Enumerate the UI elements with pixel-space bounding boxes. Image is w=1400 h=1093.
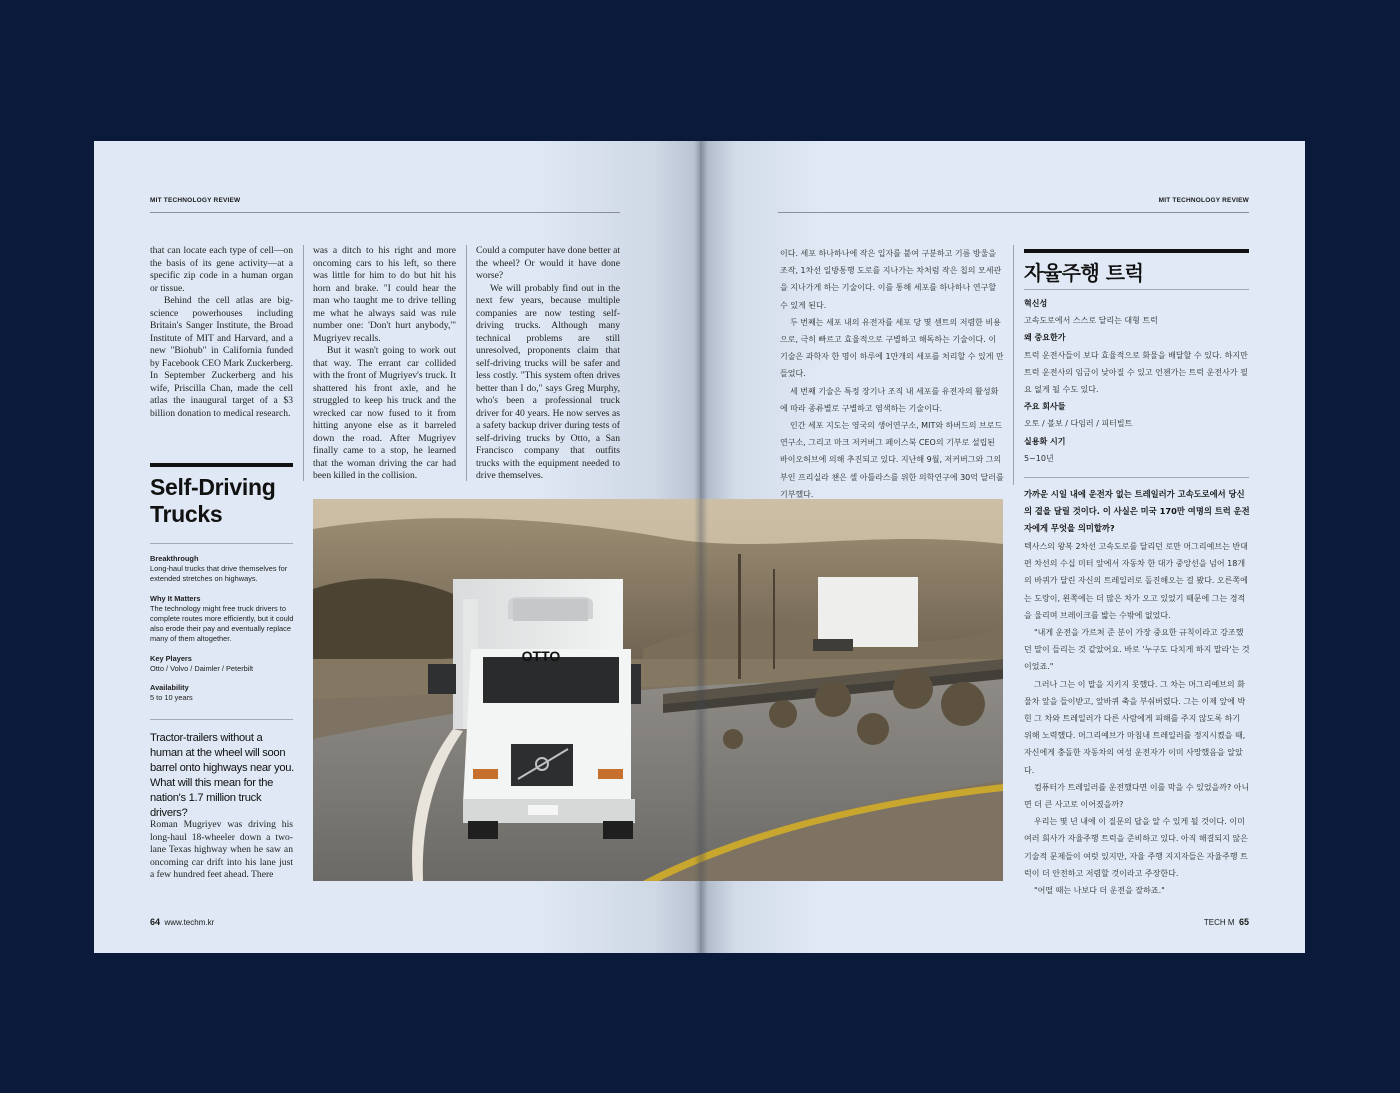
column-rule <box>303 245 304 481</box>
paragraph: was a ditch to his right and more oncoming cars to his left, so there was little for him to do but hit his horn and brake. "I could hear the man who taught me to drive telling me what he always said was rule number one: 'Don't hurt anybody,'" Mugriyev recalls. <box>313 245 456 344</box>
magazine-spread <box>94 141 1305 953</box>
body-column-2 <box>313 245 456 483</box>
fact-text: Otto / Volvo / Daimler / Peterbilt <box>150 663 254 673</box>
body-column-1 <box>150 245 293 420</box>
paragraph: 컴퓨터가 트레일러를 운전했다면 이를 막을 수 있었을까? 아니면 더 큰 사고로 이어졌을까? <box>1024 782 1250 810</box>
paragraph: that can locate each type of cell—on the basis of its gene activity—at a specific zip code in a human organ or tissue. <box>150 245 293 294</box>
fact-label: Availability <box>150 683 189 693</box>
paragraph: We will probably find out in the next few years, because multiple companies are now testing self-driving trucks. Although many technical problems are still unresolved, proponents claim that self-driving trucks will be safer and less costly. "This system often drives better than I do," says Greg Murphy, who's been a professional truck driver for 40 years. He now serves as a safety backup driver during tests of self-driving trucks by Otto, a San Francisco company that outfits trucks with the equipment needed to drive themselves. <box>476 282 620 481</box>
paragraph: Could a computer have done better at the wheel? Or would it have done worse? <box>476 245 620 281</box>
article-title <box>150 474 300 528</box>
paragraph: 인간 세포 지도는 영국의 생어연구소, MIT와 하버드의 브로드 연구소, 그리고 마크 저커버그 페이스북 CEO의 기부로 설립된 바이오허브에 의해 추진되고 있다. 지난해 9월, 저커버그와 그의 부인 프리실라 챈은 셀 아틀라스를 위한 의학연구에 30억 달러를 기부했다. <box>780 421 1004 499</box>
facts-rule-ko <box>1024 477 1249 478</box>
header-rule-left <box>150 212 620 213</box>
title-rule-ko <box>1024 289 1249 290</box>
paragraph: 그러나 그는 이 말을 지키지 못했다. 그 차는 머그리예브의 화물차 앞을 들이받고, 앞바퀴 축을 부숴버렸다. 그는 이제 앞에 박힌 그 차와 트레일러가 다른 사람에게 피해를 주지 않도록 하기 위해 노력했다. 머그리예브가 마침내 트레일러를 정지시켰을 때, 자신에게 충돌한 자동차의 여성 운전자가 이미 사망했음을 알았다. <box>1024 679 1246 775</box>
body-column-3 <box>476 245 620 483</box>
paragraph: 우리는 몇 년 내에 이 질문의 답을 알 수 있게 될 것이다. 이미 여러 회사가 자율주행 트럭을 준비하고 있다. 아직 해결되지 않은 기술적 문제들이 여럿 있지만, 자율 주행 지지자들은 자율주행 트럭이 더 안전하고 저렴할 것이라고 주장한다. <box>1024 817 1248 878</box>
fact-text: 5 to 10 years <box>150 693 193 703</box>
paragraph: 세 번째 기술은 특정 장기나 조직 내 세포를 유전자의 활성화에 따라 종류별로 구별하고 염색하는 기술이다. <box>780 386 999 413</box>
page-number: 64 <box>150 917 161 927</box>
fact-label: 실용화 시기 <box>1024 436 1066 446</box>
key-facts <box>150 554 298 703</box>
title-bar-ko <box>1024 249 1249 253</box>
fact-label: 왜 중요한가 <box>1024 333 1066 343</box>
fact-text: 5~10년 <box>1024 453 1054 463</box>
korean-body-column-2 <box>1024 538 1250 899</box>
column-rule <box>466 245 467 481</box>
paragraph: 두 번째는 세포 내의 유전자를 세포 당 몇 센트의 저렴한 비용으로, 극히 빠르고 효율적으로 구별하고 해독하는 기술이다. 이 기술은 과학자 한 명이 하루에 1만개의 세포를 처리할 수 있게 만들었다. <box>780 317 1004 379</box>
site-url: www.techm.kr <box>164 918 215 927</box>
paragraph: 텍사스의 왕복 2차선 고속도로를 달리던 로만 머그리예브는 반대편 차선의 수십 미터 앞에서 자동차 한 대가 중앙선을 넘어 18개의 바퀴가 달린 자신의 트레일러로 돌진해오는 걸 봤다. 오른쪽에는 도랑이, 왼쪽에는 더 많은 차가 오고 있었기 때문에 그는 경적을 울리며 브레이크를 밟는 수밖에 없었다. <box>1024 542 1248 620</box>
column-rule <box>1013 245 1014 485</box>
folio-left <box>150 917 214 927</box>
fact-text: The technology might free truck drivers to complete routes more efficiently, but it could also erode their pay and eventually replace many of them altogether. <box>150 603 294 644</box>
fact-label: Breakthrough <box>150 554 199 563</box>
article-deck-ko: 가까운 시일 내에 운전자 없는 트레일러가 고속도로에서 당신의 곁을 달릴 것이다. 이 사실은 미국 170만 여명의 트럭 운전자에게 무엇을 의미할까? <box>1024 489 1250 534</box>
title-line: Trucks <box>150 501 223 527</box>
key-facts-ko <box>1024 295 1249 467</box>
fact-label: Why It Matters <box>150 593 201 603</box>
fact-label: Key Players <box>150 653 192 663</box>
running-head-left: MIT TECHNOLOGY REVIEW <box>150 197 241 204</box>
fact-text: 오토 / 볼보 / 다임러 / 피터빌트 <box>1024 419 1133 429</box>
truck-logo-text: OTTO <box>521 648 561 664</box>
korean-body-column <box>780 245 1004 503</box>
fact-text: 트럭 운전사들이 보다 효율적으로 화물을 배달할 수 있다. 하지만 트럭 운전사의 임금이 낮아질 수 있고 언젠가는 트럭 운전사가 필요 없게 될 수도 있다. <box>1024 350 1248 395</box>
paragraph: Behind the cell atlas are big-science powerhouses including Britain's Sanger Institute, the Broad Institute of MIT and Harvard, and a new "Biohub" in California funded by Facebook CEO Mark Zuckerberg. In September Zuckerberg and his wife, Priscilla Chan, made the cell atlas the inaugural target of a $3 billion donation to medical research. <box>150 295 293 419</box>
body-start <box>150 819 293 882</box>
title-line: Self-Driving <box>150 474 276 500</box>
paragraph: But it wasn't going to work out that way. The errant car collided with the front of Mugriyev's truck. It shattered his front axle, and he struggled to keep his truck and the wrecked car now fused to it from hitting anyone else as it barreled down the road. After Mugriyev finally came to a stop, he learned that the woman driving the car had been killed in the collision. <box>313 345 456 481</box>
header-rule-right <box>778 212 1249 213</box>
fact-text: Long-haul trucks that drive themselves for extended stretches on highways. <box>150 564 288 584</box>
fact-label: 혁신성 <box>1024 299 1048 308</box>
paragraph: "어떨 때는 나보다 더 운전을 잘하죠." <box>1034 886 1165 896</box>
paragraph: Roman Mugriyev was driving his long-haul 18-wheeler down a two-lane Texas highway when he saw an oncoming car drift into his lane just a few hundred feet ahead. There <box>150 819 293 880</box>
facts-rule <box>150 719 293 720</box>
title-rule <box>150 543 293 544</box>
page-number: 65 <box>1238 917 1249 927</box>
magazine-name: TECH M <box>1203 918 1235 927</box>
paragraph: "내게 운전을 가르쳐 준 분이 가장 중요한 규칙이라고 강조했던 말이 들리는 것 같았어요. 바로 '누구도 다치게 하지 말라'는 것이었죠." <box>1024 628 1250 672</box>
truck-photo-image <box>313 499 1003 881</box>
article-deck: Tractor-trailers without a human at the wheel will soon barrel onto highways near you. What will this mean for the nation's 1.7 million truck drivers? <box>150 732 294 819</box>
running-head-right: MIT TECHNOLOGY REVIEW <box>1158 197 1249 204</box>
fact-text: 고속도로에서 스스로 달리는 대형 트럭 <box>1024 316 1158 326</box>
paragraph: 이다. 세포 하나하나에 작은 입자를 붙여 구분하고 기름 방울을 조작, 1차선 일방통행 도로를 지나가는 차처럼 작은 칩의 모세관을 지나가게 하는 기술이다. 이를 통해 세포를 하나하나 연구할 수 있게 된다. <box>780 249 1002 310</box>
article-title-ko: 자율주행 트럭 <box>1024 261 1144 285</box>
truck-photo <box>313 499 1003 881</box>
title-bar <box>150 463 293 467</box>
folio-right <box>1204 917 1249 927</box>
fact-label: 주요 회사들 <box>1024 402 1066 412</box>
